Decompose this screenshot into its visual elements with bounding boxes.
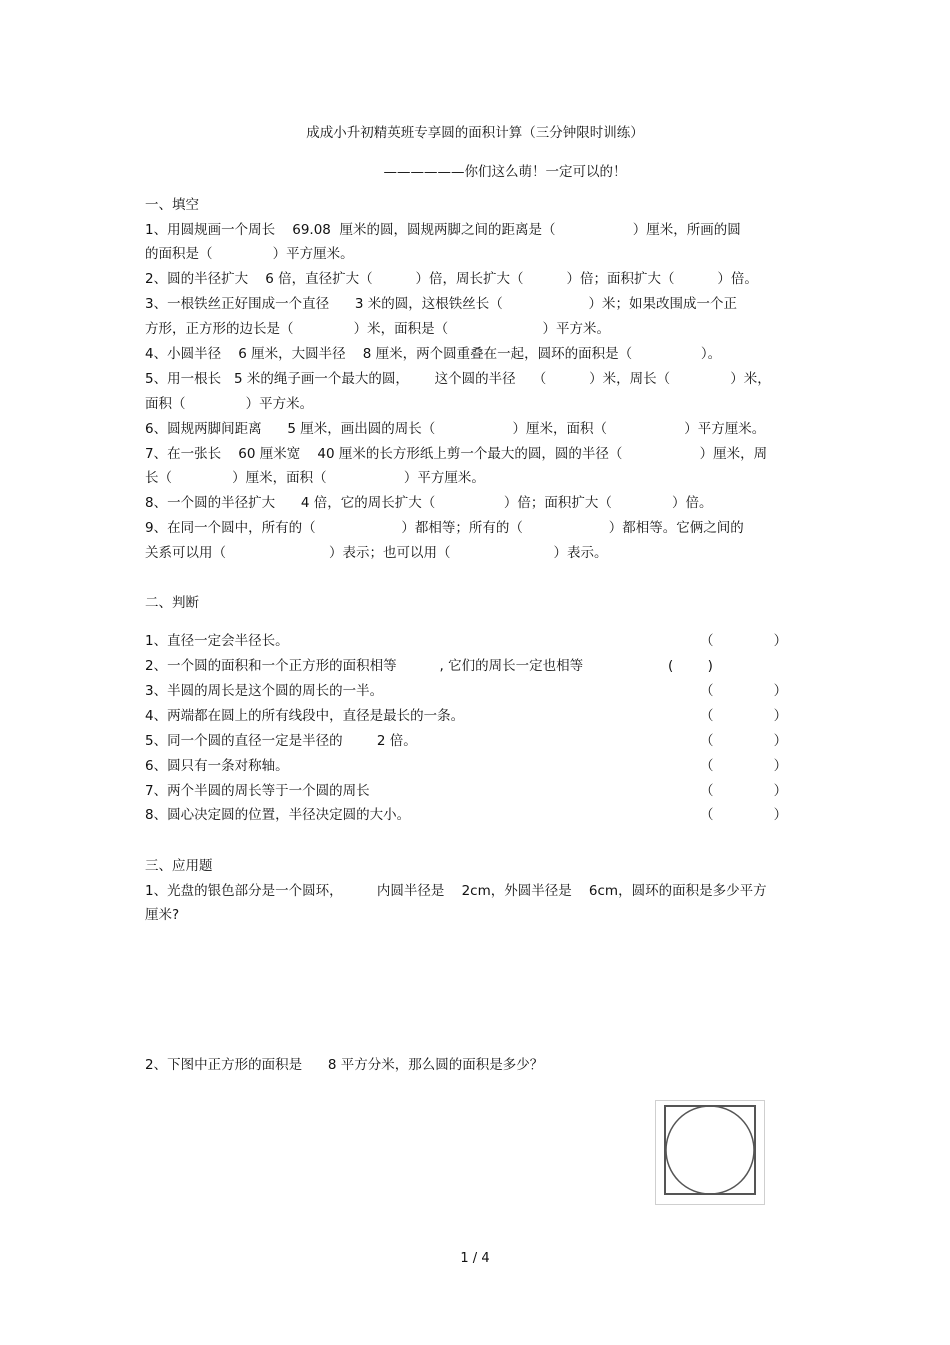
section-heading-judge: 二、判断: [145, 595, 199, 611]
judge-item: 6、圆只有一条对称轴。: [145, 758, 289, 774]
fill-line: 1、用圆规画一个周长 69.08 厘米的圆，圆规两脚之间的距离是（ ）厘米，所画的圆: [145, 222, 741, 238]
judge-answer-blank: （ ）: [700, 683, 788, 699]
judge-answer-blank: （ ）: [700, 783, 788, 799]
apply-question-1-cont: 厘米?: [145, 907, 180, 923]
fill-line: 长（ ）厘米，面积（ ）平方厘米。: [145, 470, 485, 486]
judge-answer-blank: （ ）: [700, 758, 788, 774]
fill-line: 6、圆规两脚间距离 5 厘米，画出圆的周长（ ）厘米，面积（ ）平方厘米。: [145, 421, 766, 437]
section-heading-fill: 一、填空: [145, 197, 199, 213]
page-subtitle: ——————你们这么萌！一定可以的！: [383, 164, 627, 180]
judge-answer-blank: （ ）: [700, 633, 788, 649]
judge-item: 7、两个半圆的周长等于一个圆的周长: [145, 783, 370, 799]
judge-item: 4、两端都在圆上的所有线段中，直径是最长的一条。: [145, 708, 465, 724]
judge-answer-blank: ( ): [668, 658, 713, 674]
fill-line: 3、一根铁丝正好围成一个直径 3 米的圆，这根铁丝长（ ）米；如果改围成一个正: [145, 296, 738, 312]
judge-item: 1、直径一定会半径长。: [145, 633, 289, 649]
square-circle-figure: [655, 1100, 765, 1205]
fill-line: 4、小圆半径 6 厘米，大圆半径 8 厘米，两个圆重叠在一起，圆环的面积是（ ）。: [145, 346, 722, 362]
judge-item: 5、同一个圆的直径一定是半径的 2 倍。: [145, 733, 417, 749]
fill-line: 5、用一根长 5 米的绳子画一个最大的圆， 这个圆的半径 （ ）米，周长（ ）米，: [145, 371, 771, 387]
apply-question-1: 1、光盘的银色部分是一个圆环， 内圆半径是 2cm，外圆半径是 6cm，圆环的面积是多少平方: [145, 883, 767, 899]
fill-line: 8、一个圆的半径扩大 4 倍，它的周长扩大（ ）倍；面积扩大（ ）倍。: [145, 495, 713, 511]
fill-line: 2、圆的半径扩大 6 倍，直径扩大（ ）倍，周长扩大（ ）倍；面积扩大（ ）倍。: [145, 271, 758, 287]
judge-item: 2、一个圆的面积和一个正方形的面积相等 , 它们的周长一定也相等: [145, 658, 584, 674]
fill-line: 的面积是（ ）平方厘米。: [145, 246, 354, 262]
section-heading-apply: 三、应用题: [145, 858, 213, 874]
judge-item: 8、圆心决定圆的位置，半径决定圆的大小。: [145, 807, 411, 823]
judge-answer-blank: （ ）: [700, 807, 788, 823]
fill-line: 9、在同一个圆中，所有的（ ）都相等；所有的（ ）都相等。它俩之间的: [145, 520, 744, 536]
judge-answer-blank: （ ）: [700, 733, 788, 749]
fill-line: 方形，正方形的边长是（ ）米，面积是（ ）平方米。: [145, 321, 610, 337]
fill-line: 面积（ ）平方米。: [145, 396, 314, 412]
apply-question-2: 2、下图中正方形的面积是 8 平方分米，那么圆的面积是多少？: [145, 1057, 544, 1073]
judge-item: 3、半圆的周长是这个圆的周长的一半。: [145, 683, 384, 699]
fill-line: 关系可以用（ ）表示；也可以用（ ）表示。: [145, 545, 608, 561]
fill-line: 7、在一张长 60 厘米宽 40 厘米的长方形纸上剪一个最大的圆，圆的半径（ ）厘米，周: [145, 446, 768, 462]
judge-answer-blank: （ ）: [700, 708, 788, 724]
page-title: 成成小升初精英班专享圆的面积计算（三分钟限时训练）: [306, 125, 644, 141]
page-number: 1 / 4: [460, 1251, 490, 1266]
